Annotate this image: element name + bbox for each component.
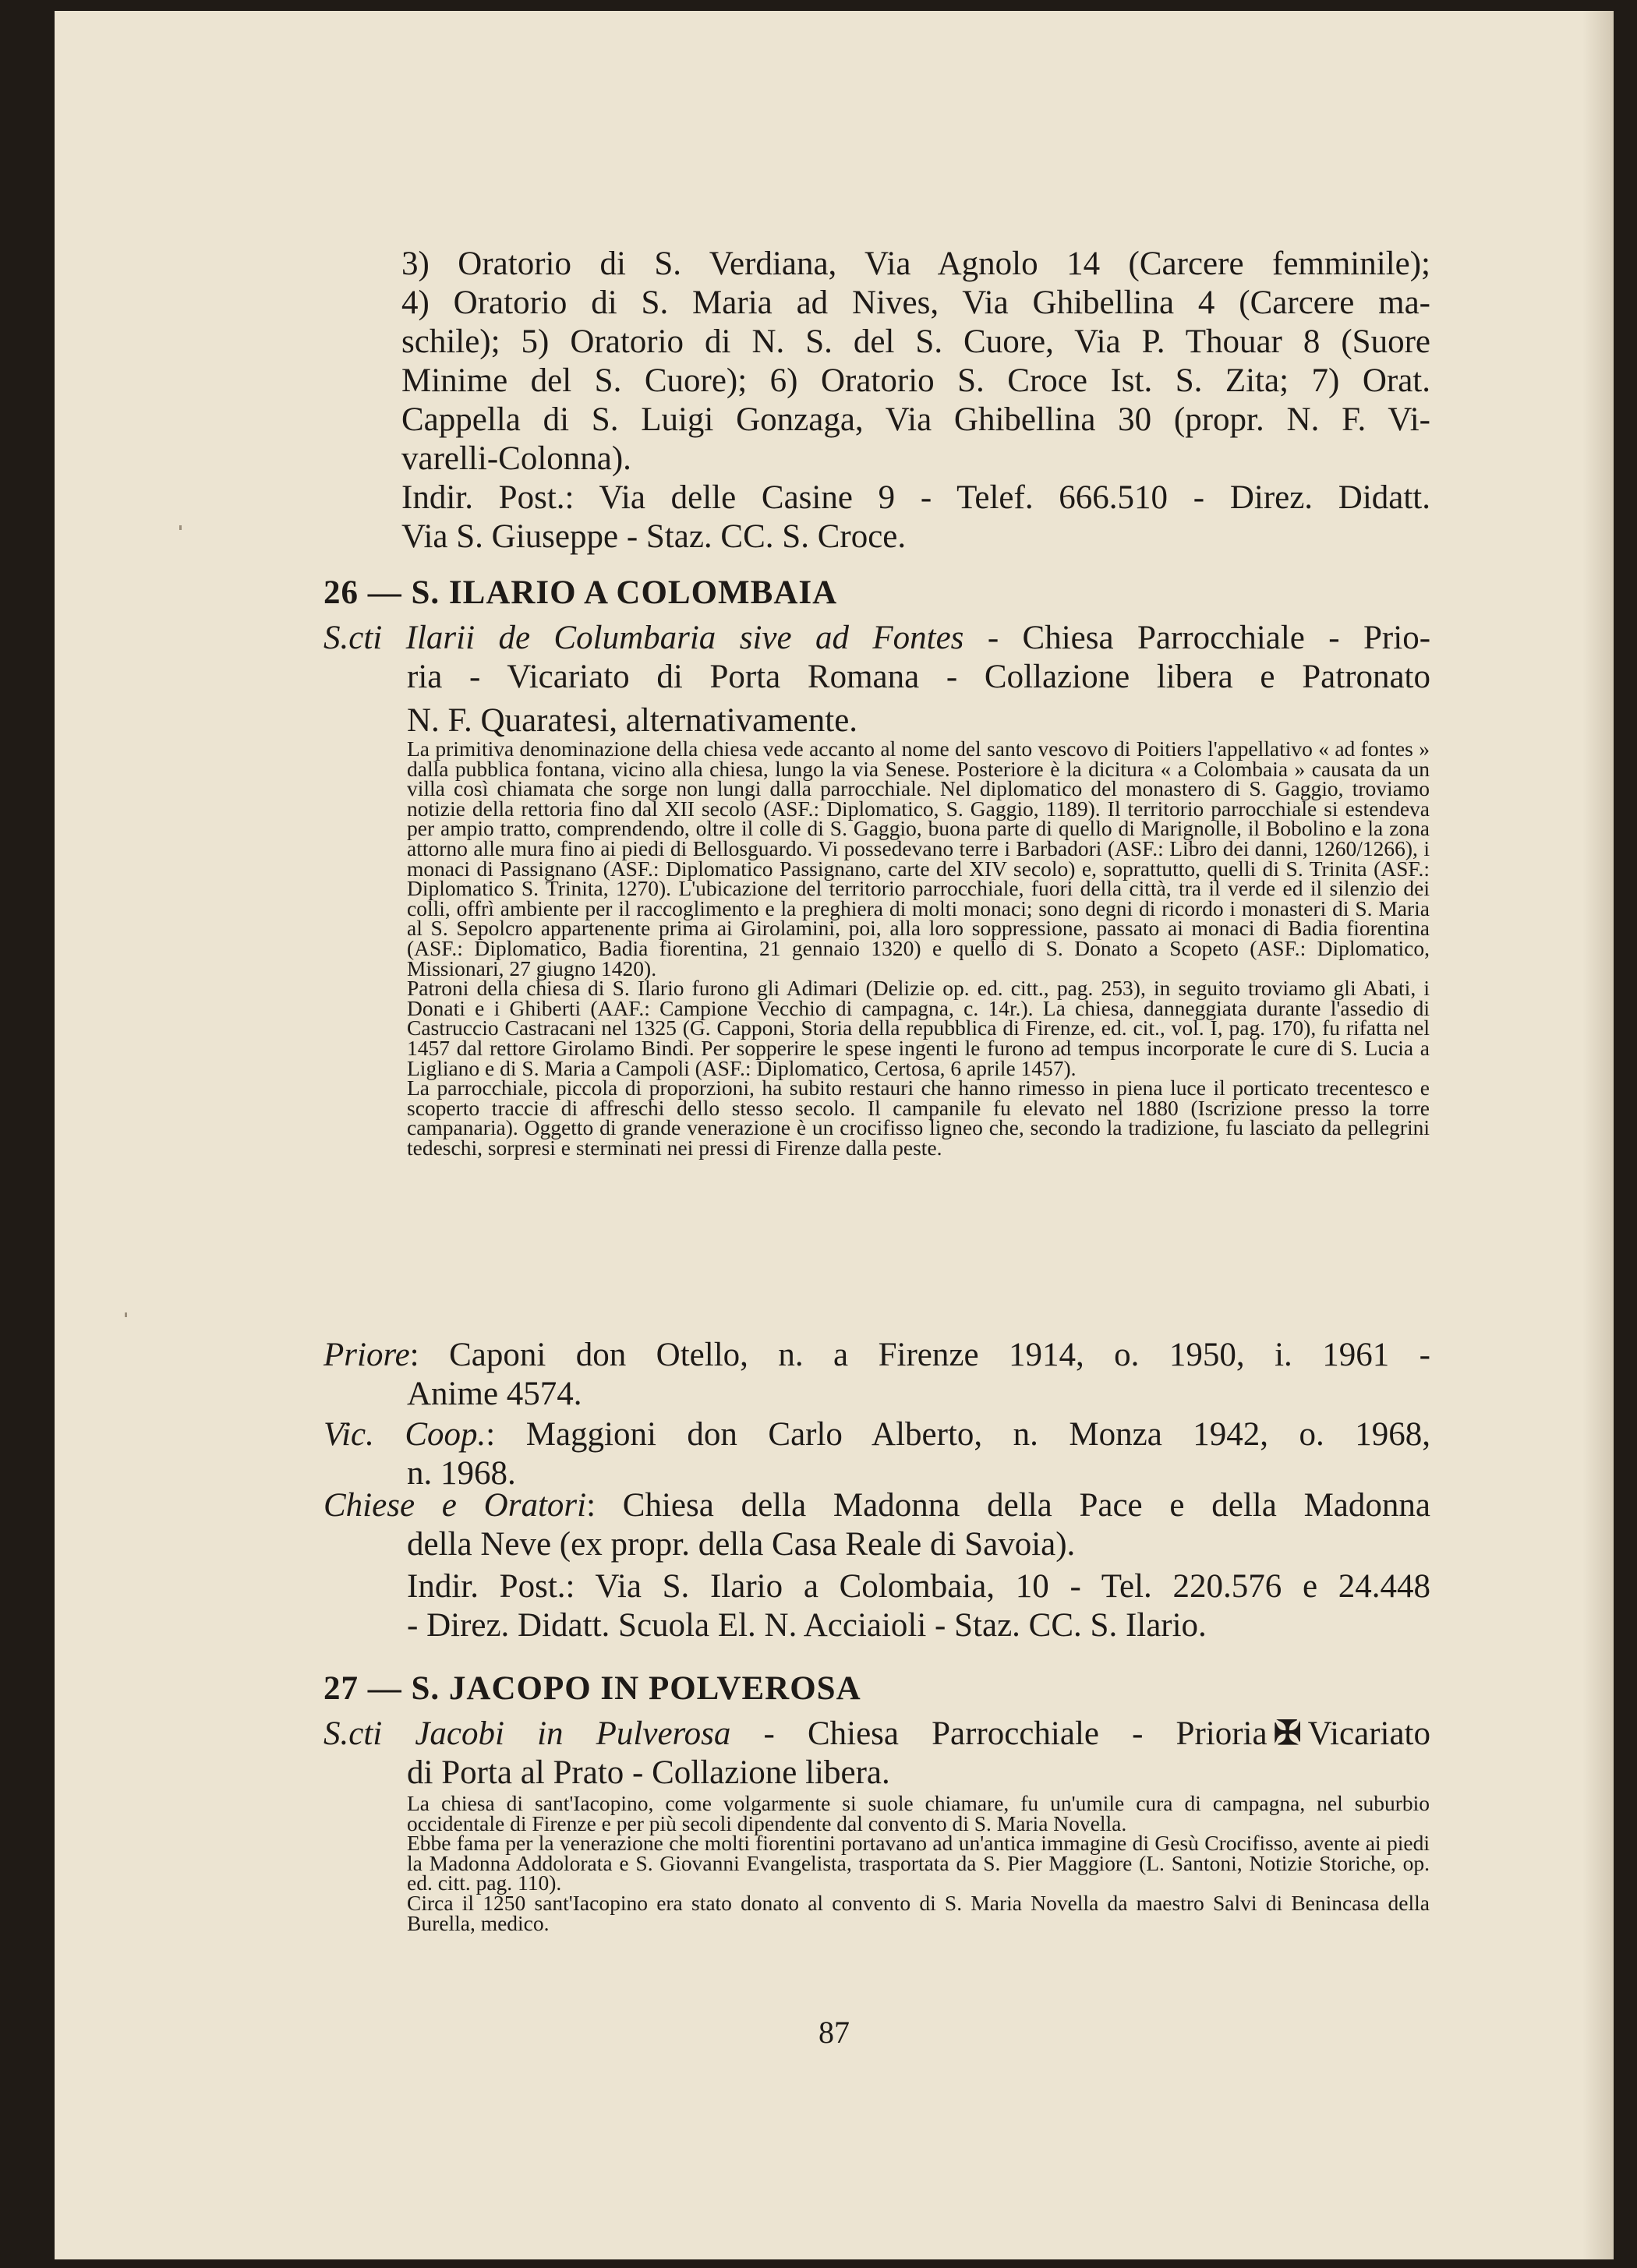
section-26-heading: 26 — S. ILARIO A COLOMBAIA <box>324 574 838 611</box>
section-27-heading: 27 — S. JACOPO IN POLVEROSA <box>324 1670 861 1707</box>
history-paragraph: Ebbe fama per la venerazione che molti fiorentini portavano ad un'antica immagine di Gesù Crocifisso, avente ai piedi la Madonna Addolorata e S. Giovanni Evangelista, trasportata da S. Pier Maggiore (L. Santoni, Notizie Storiche, op. ed. citt. pag. 110). <box>407 1831 1430 1895</box>
section-26-chiese <box>324 1486 1430 1645</box>
section-26-history <box>407 737 1430 1160</box>
intro-line: schile); 5) Oratorio di N. S. del S. Cuore, Via P. Thouar 8 (Suore <box>401 323 1430 360</box>
book-page <box>55 11 1614 2259</box>
section-26-latin-name: S.cti Ilarii de Columbaria sive ad Fontes <box>324 620 964 656</box>
vic-coop-text: : Maggioni don Carlo Alberto, n. Monza 1942, o. 1968, <box>486 1416 1430 1453</box>
section-27-desc-line1: - Chiesa Parrocchiale - Prioria <box>730 1715 1268 1752</box>
chiese-label: Chiese e Oratori <box>324 1487 587 1524</box>
intro-line: varelli-Colonna). <box>401 440 631 477</box>
section-27-history <box>407 1793 1430 1933</box>
section-26-desc-line3: N. F. Quaratesi, alternativamente. <box>407 702 858 739</box>
intro-line: 3) Oratorio di S. Verdiana, Via Agnolo 14 (Carcere femminile); <box>401 246 1430 282</box>
priore-text: : Caponi don Otello, n. a Firenze 1914, o. 1950, i. 1961 - <box>409 1337 1430 1373</box>
section-26-desc-line2: ria - Vicariato di Porta Romana - Collazione libera e Patronato <box>407 659 1430 695</box>
anime-count: Anime 4574. <box>407 1376 582 1412</box>
history-paragraph: La parrocchiale, piccola di proporzioni, ha subito restauri che hanno rimesso in piena luce il porticato trecentesco e scoperto traccie di affreschi dello stesso secolo. Il campanile fu elevato nel 1880 (Iscrizione presso la torre campanaria). Oggetto di grande venerazione è un crocifisso ligneo che, secondo la tradizione, fu lasciato da pellegrini tedeschi, sorpresi e sterminati nei pressi di Firenze dalla peste. <box>407 1076 1430 1160</box>
indir-line-2: - Direz. Didatt. Scuola El. N. Acciaioli - Staz. CC. S. Ilario. <box>407 1607 1207 1644</box>
intro-line: Indir. Post.: Via delle Casine 9 - Telef. 666.510 - Direz. Didatt. <box>401 479 1430 516</box>
intro-line: Minime del S. Cuore); 6) Oratorio S. Croce Ist. S. Zita; 7) Orat. <box>401 362 1430 399</box>
section-27-desc-line1-end: Vicariato <box>1307 1715 1430 1752</box>
history-paragraph: La chiesa di sant'Iacopino, come volgarmente si suole chiamare, fu un'umile cura di campagna, nel suburbio occidentale di Firenze e per più secoli dipendente dal convento di S. Maria Novella. <box>407 1791 1430 1835</box>
section-26-description <box>324 619 1430 740</box>
maltese-cross-icon: ✠ <box>1273 1715 1302 1752</box>
intro-line: 4) Oratorio di S. Maria ad Nives, Via Ghibellina 4 (Carcere ma- <box>401 284 1430 321</box>
chiese-text-2: della Neve (ex propr. della Casa Reale di Savoia). <box>407 1526 1076 1563</box>
paper-speck <box>125 1312 127 1317</box>
history-paragraph: La primitiva denominazione della chiesa vede accanto al nome del santo vescovo di Poitiers l'appellativo « ad fontes » dalla pubblica fontana, vicino alla chiesa, lungo la via Senese. Posteriore è la dicitura « a Colombaia » causata da un villa così chiamata che sorge non lungi dalla parrocchiale. Nel diplomatico del monastero di S. Gaggio, troviamo notizie della rettoria fino dal XII secolo (ASF.: Diplomatico, S. Gaggio, 1189). Il territorio parrocchiale si estendeva per ampio tratto, comprendendo, oltre il colle di S. Gaggio, buona parte di quello di Marignolle, il Bobolino e la zona attorno alle mura fino ai piedi di Bellosguardo. Vi possedevano terre i Barbadori (ASF.: Libro dei danni, 1260/1266), i monaci di Passignano (ASF.: Diplomatico Passignano, carte del XIV secolo) e, soprattutto, quelli di S. Trinita (ASF.: Diplomatico S. Trinita, 1270). L'ubicazione del territorio parrocchiale, fuori della città, tra il verde ed il silenzio dei colli, offrì ambiente per il raccoglimento e la preghiera di molti monaci; sono degni di ricordo i monasteri di S. Maria al S. Sepolcro appartenente prima ai Girolamini, poi, alla loro soppressione, passato ai monaci di Badia fiorentina (ASF.: Diplomatico, Badia fiorentina, 21 gennaio 1320) e quello di S. Donato a Scopeto (ASF.: Diplomatico, Missionari, 27 giugno 1420). <box>407 737 1430 980</box>
indir-line-1: Indir. Post.: Via S. Ilario a Colombaia, 10 - Tel. 220.576 e 24.448 <box>407 1568 1430 1605</box>
section-26-desc-line1: - Chiesa Parrocchiale - Prio- <box>963 620 1431 656</box>
paper-speck <box>179 525 182 530</box>
section-26-vic-coop <box>324 1415 1430 1493</box>
intro-line: Via S. Giuseppe - Staz. CC. S. Croce. <box>401 518 907 555</box>
priore-label: Priore <box>324 1337 410 1373</box>
history-paragraph: Circa il 1250 sant'Iacopino era stato donato al convento di S. Maria Novella da maestro Salvi di Benincasa della Burella, medico. <box>407 1890 1430 1935</box>
page-number: 87 <box>818 2015 850 2050</box>
section-27-description <box>324 1715 1430 1793</box>
section-26-priore <box>324 1336 1430 1414</box>
section-27-desc-line2: di Porta al Prato - Collazione libera. <box>407 1754 890 1791</box>
vic-coop-label: Vic. Coop. <box>324 1416 486 1453</box>
vic-coop-text-2: n. 1968. <box>407 1455 516 1492</box>
intro-block <box>401 245 1430 556</box>
intro-line: Cappella di S. Luigi Gonzaga, Via Ghibellina 30 (propr. N. F. Vi- <box>401 401 1430 438</box>
section-27-latin-name: S.cti Jacobi in Pulverosa <box>324 1715 731 1752</box>
history-paragraph: Patroni della chiesa di S. Ilario furono gli Adimari (Delizie op. ed. citt., pag. 253), in seguito troviamo gli Abati, i Donati e i Ghiberti (AAF.: Campione Vecchio di campagna, c. 14r.). La chiesa, danneggiata durante l'assedio di Castruccio Castracani nel 1325 (G. Capponi, Storia della repubblica di Firenze, ed. cit., vol. I, pag. 170), fu rifatta nel 1457 dal rettore Girolamo Bindi. Per sopperire le spese ingenti le furono ad tempus incorporate le cure di S. Lucia a Ligliano e di S. Maria a Campoli (ASF.: Diplomatico, Certosa, 6 aprile 1457). <box>407 976 1430 1080</box>
chiese-text: : Chiesa della Madonna della Pace e della Madonna <box>586 1487 1430 1524</box>
